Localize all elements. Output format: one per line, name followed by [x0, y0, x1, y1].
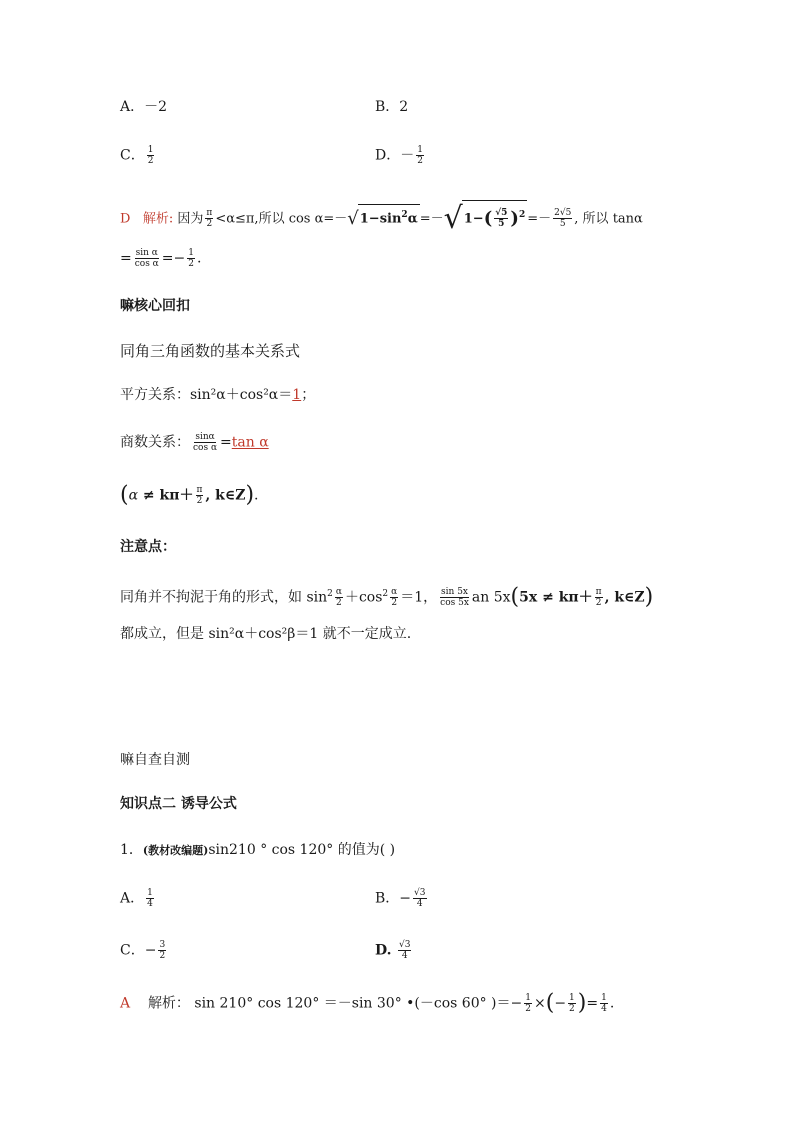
question-tag: (教材改编题): [142, 844, 209, 857]
fraction: $\frac{√5}{5}$: [495, 208, 508, 230]
fraction: $\frac{\sin 5x}{\cos 5x}$: [440, 587, 469, 609]
fraction: $\frac{1}{4}$: [147, 888, 153, 909]
core-heading: 嘛核心回扣: [120, 298, 190, 314]
fraction: $\frac{\alpha}{2}$: [335, 587, 342, 609]
self-check-heading: 嘛自查自测: [120, 752, 190, 768]
section-title: 知识点二 诱导公式: [120, 796, 237, 812]
quotient-condition: (α ≠ kπ＋ $\frac{\pi}{2}$ , k∈Z).: [120, 482, 259, 508]
fraction: $\frac{1}{2}$: [417, 145, 423, 166]
fraction: $\frac{3}{2}$: [159, 940, 166, 961]
solution-1-line-1: D 解析: 因为 $\frac{\pi}{2}$ <α≤π,所以 $\cos \alpha=-√1-\sin^2\alpha =-√1-$( $\frac{√5}{5}$ )$^2$ =－ $\frac{2√5}{5}$ , 所以 tanα: [120, 200, 643, 236]
quotient-relation: 商数关系： $\frac{\sin\alpha}{\text{cos α}}$ =tan α: [120, 432, 269, 453]
quotient-answer: tan α: [231, 434, 269, 451]
fraction: $\frac{\pi}{2}$: [595, 587, 602, 609]
fraction: $\frac{√3}{4}$: [398, 940, 411, 961]
question-1: 1．(教材改编题)sin210 ° cos 120° 的值为( ): [120, 842, 396, 858]
fraction: $\frac{1}{4}$: [601, 993, 607, 1014]
fraction: $\frac{1}{2}$: [147, 145, 154, 166]
option-a: A． $\frac{1}{4}$: [120, 888, 153, 909]
option-b: B．− $\frac{√3}{4}$: [375, 888, 426, 909]
option-c: C． $\frac{1}{2}$: [120, 145, 154, 166]
solution-2: A 解析： sin 210° cos 120° ＝－sin 30° •(－cos 60° )＝− $\frac{1}{2}$ ×(− $\frac{1}{2}$ )= $\frac{1}{4}$ .: [120, 990, 615, 1016]
option-b: B．2: [375, 99, 409, 115]
solution-label: 解析:: [142, 211, 174, 227]
core-title: 同角三角函数的基本关系式: [120, 342, 301, 360]
square-relation: 平方关系：sin²α＋cos²α＝1；: [120, 387, 316, 403]
note-heading: 注意点：: [120, 539, 176, 555]
fraction: $\frac{1}{2}$: [525, 993, 531, 1014]
fraction: $\frac{1}{2}$: [569, 993, 575, 1014]
answer-letter: D: [120, 211, 131, 227]
fraction: $\frac{2√5}{5}$: [554, 208, 572, 230]
option-d: D．－ $\frac{1}{2}$: [375, 145, 423, 166]
answer-letter: A: [120, 995, 131, 1012]
note-line-2: 都成立，但是 sin²α＋cos²β＝1 就不一定成立.: [120, 626, 412, 642]
solution-1-line-2: = $\frac{\text{sin α}}{\text{cos α}}$ =− $\frac{1}{2}$ .: [120, 248, 202, 269]
fraction: $\frac{\pi}{2}$: [196, 485, 203, 506]
fraction: $\frac{\sin\alpha}{\text{cos α}}$: [193, 432, 218, 453]
option-a: A．－2: [120, 99, 168, 115]
solution-label: 解析：: [147, 995, 190, 1012]
square-answer: 1: [292, 387, 302, 403]
note-line-1: 同角并不拘泥于角的形式，如 $\sin^2$ $\frac{\alpha}{2}$ $+\cos^2$ $\frac{\alpha}{2}$ ＝1， $\frac{\sin 5x}{\cos 5x}$ an 5x(5x ≠ kπ＋ $\frac{\pi}{2}$ , k∈Z): [120, 584, 654, 610]
fraction: $\frac{1}{2}$: [188, 248, 194, 269]
fraction: $\frac{\text{sin α}}{\text{cos α}}$: [134, 248, 159, 269]
option-d: D. $\frac{√3}{4}$: [375, 940, 411, 961]
fraction: $\frac{√3}{4}$: [414, 888, 426, 909]
option-c: C．− $\frac{3}{2}$: [120, 940, 166, 961]
fraction: $\frac{\pi}{2}$: [206, 208, 213, 230]
fraction: $\frac{\alpha}{2}$: [391, 587, 398, 609]
